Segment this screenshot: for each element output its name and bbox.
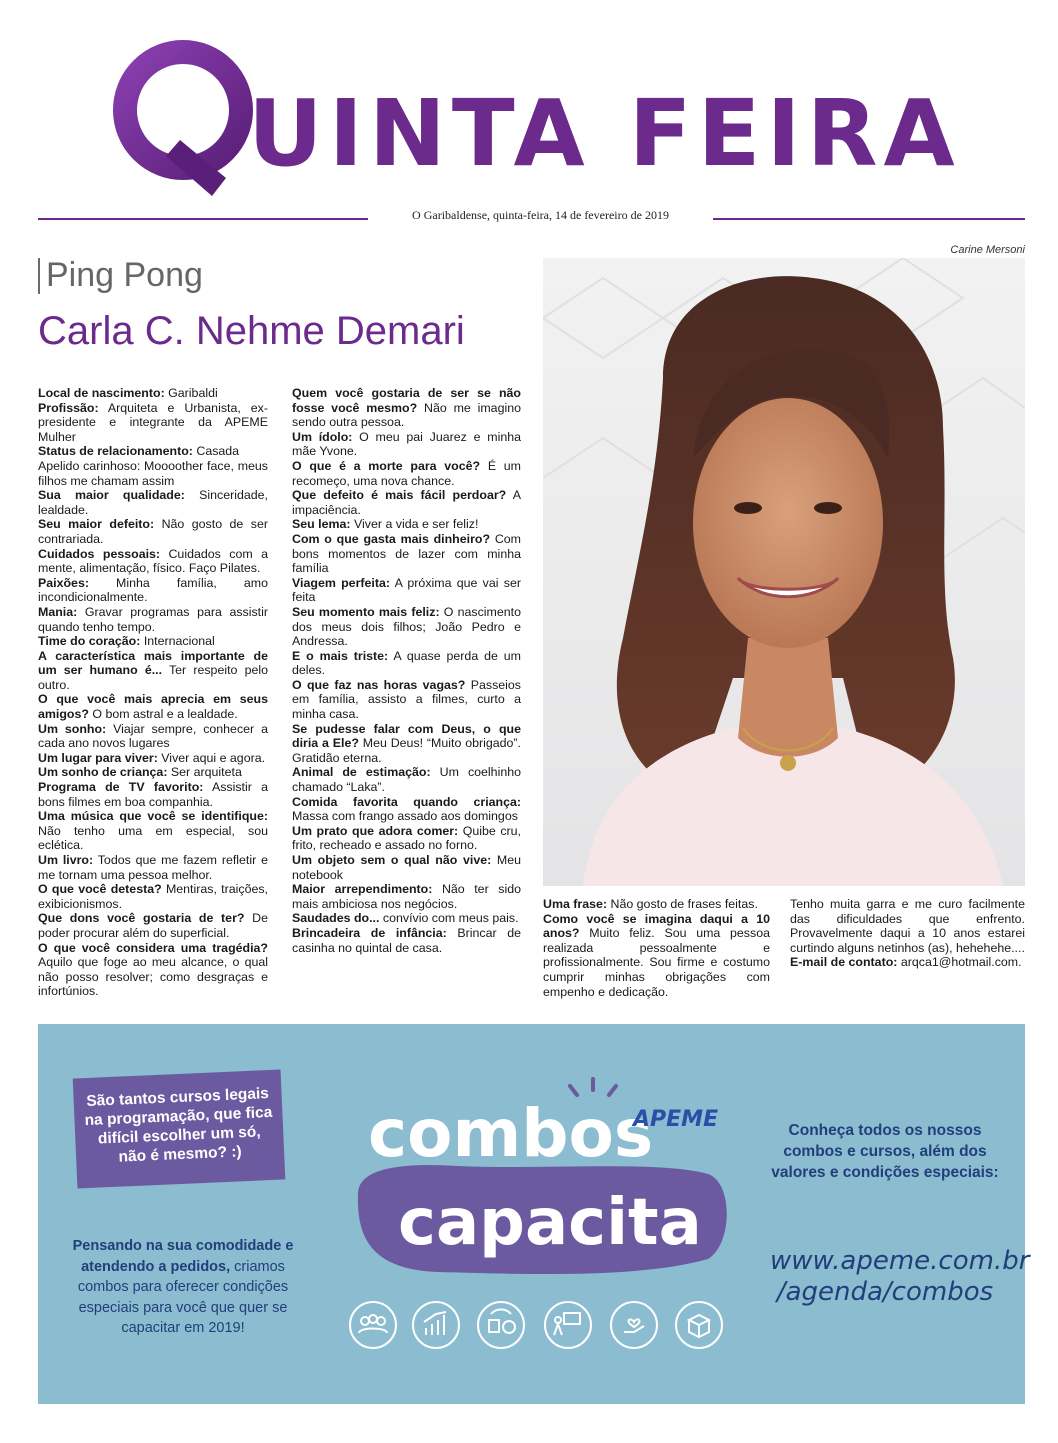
article-column-4 (790, 897, 1025, 970)
dateline: O Garibaldense, quinta-feira, 14 de fevereiro de 2019 (412, 208, 669, 222)
qa-item: Sua maior qualidade: Sinceridade, lealdade. (38, 488, 269, 517)
url-line-2[interactable]: /agenda/combos (776, 1277, 994, 1307)
qa-item: Um lugar para viver: Viver aqui e agora. (38, 750, 266, 765)
qa-item: O que você detesta? Mentiras, traições, exibicionismos. (38, 882, 268, 911)
hand-heart-icon (611, 1302, 657, 1348)
section-divider (38, 258, 40, 294)
logo-word-capacita: capacita (398, 1186, 702, 1260)
qa-item: Um objeto sem o qual não vive: Meu notebook (292, 853, 522, 882)
ad-url-link[interactable] (770, 1246, 1030, 1308)
article-column-3 (543, 897, 770, 999)
qa-item: Com o que gasta mais dinheiro? Com bons momentos de lazer com minha família (292, 531, 521, 576)
qa-item: Quem você gostaria de ser se não fosse você mesmo? Não me imagino sendo outra pessoa. (292, 386, 521, 430)
qa-item: Apelido carinhoso: Moooother face, meus filhos me chamam assim (38, 458, 268, 488)
qa-item: Que dons você gostaria de ter? De poder procurar além do superficial. (38, 911, 268, 940)
qa-item: Paixões: Minha família, amo incondicionalmente. (38, 575, 268, 605)
article-headline: Carla C. Nehme Demari (38, 309, 465, 353)
logo-word-combos: combos (368, 1095, 654, 1172)
qa-item-continued: Tenho muita garra e me curo facilmente das dificuldades que enfrento. Provavelmente daqui a 10 anos estarei curtindo alguns netinhos (as), hehehehe.... (790, 897, 1025, 955)
qa-item: A característica mais importante de um ser humano é... Ter respeito pelo outro. (38, 648, 268, 692)
section-label: Ping Pong (46, 256, 203, 294)
qa-item: Animal de estimação: Um coelhinho chamado “Laka”. (292, 765, 521, 795)
qa-item: Seu maior defeito: Não gosto de ser contrariada. (38, 517, 268, 546)
qa-item: Uma frase: Não gosto de frases feitas. (543, 897, 758, 911)
combos-capacita-logo[interactable] (338, 1074, 738, 1304)
photo-credit: Carine Mersoni (950, 244, 1025, 256)
ad-left-text: Pensando na sua comodidade e atendendo a pedidos, criamos combos para oferecer condições especiais para você que quer se capacitar em 2019! (72, 1238, 294, 1336)
qa-item: Que defeito é mais fácil perdoar? A impaciência. (292, 488, 521, 517)
qa-item: Seu momento mais feliz: O nascimento dos meus dois filhos; João Pedro e Andressa. (292, 604, 521, 649)
qa-item: Mania: Gravar programas para assistir quando tenho tempo. (38, 604, 268, 634)
url-line-1[interactable]: www.apeme.com.br (770, 1246, 1030, 1276)
qa-item: Um sonho de criança: Ser arquiteta (38, 765, 242, 780)
qa-item: Cuidados pessoais: Cuidados com a mente, alimentação, físico. Faço Pilates. (38, 546, 268, 576)
combos-capacita-ad (38, 1024, 1030, 1404)
lightbulb-icon (570, 1079, 616, 1095)
qa-item: E-mail de contato: arqca1@hotmail.com. (790, 955, 1022, 970)
qa-item: O que você mais aprecia em seus amigos? O bom astral e a lealdade. (38, 692, 268, 722)
qa-item: Uma música que você se identifique: Não tenho uma em especial, sou eclética. (38, 809, 268, 853)
qa-item: Local de nascimento: Garibaldi (38, 386, 218, 400)
ad-callout: São tantos cursos legais na programação, que fica difícil escolher um só, não é mesmo? :) (73, 1070, 286, 1189)
svg-text:Q: Q (182, 112, 184, 113)
qa-item: O que é a morte para você? É um recomeço, uma nova chance. (292, 458, 521, 488)
qa-item: Um livro: Todos que me fazem refletir e me tornam uma pessoa melhor. (38, 853, 268, 882)
masthead-rule-right (713, 218, 1025, 220)
qa-item: Comida favorita quando criança: Massa com frango assado aos domingos (292, 794, 521, 824)
qa-item: Um ídolo: O meu pai Juarez e minha mãe Yvone. (292, 429, 521, 459)
ad-icon-row (346, 1300, 726, 1350)
email-link[interactable]: arqca1@hotmail.com. (900, 955, 1022, 970)
article-column-2 (292, 386, 521, 955)
qa-item: Se pudesse falar com Deus, o que diria a Ele? Meu Deus! “Muito obrigado”. Gratidão eterna. (292, 721, 521, 765)
qa-item: Maior arrependimento: Não ter sido mais ambiciosa nos negócios. (292, 882, 521, 911)
qa-item: Programa de TV favorito: Assistir a bons filmes em boa companhia. (38, 780, 268, 809)
qa-item: Brincadeira de infância: Brincar de casinha no quintal de casa. (292, 925, 521, 955)
article-column-1 (38, 386, 268, 999)
masthead-q-logo (108, 28, 258, 203)
ad-right-text: Conheça todos os nossos combos e cursos, além dos valores e condições especiais: (771, 1122, 999, 1181)
qa-item: E o mais triste: A quase perda de um deles. (292, 648, 521, 678)
qa-item: Um prato que adora comer: Quibe cru, frito, recheado e assado no forno. (292, 823, 521, 853)
people-icon (350, 1302, 396, 1348)
masthead-rule-left (38, 218, 368, 220)
qa-item: Saudades do... convívio com meus pais. (292, 911, 519, 926)
apeme-brand-logo: APEME (633, 1107, 719, 1132)
qa-item: Viagem perfeita: A próxima que vai ser feita (292, 575, 521, 605)
qa-item: Time do coração: Internacional (38, 634, 215, 649)
masthead-title: UINTA FEIRA (248, 80, 961, 187)
qa-answer-split: Muito feliz. Sou uma pessoa realizada pessoalmente e profissionalmente. Sou firme e costumo cumprir minhas obrigações com empenho e dedicação. (543, 926, 770, 999)
qa-item: Profissão: Arquiteta e Urbanista, ex-presidente e integrante da APEME Mulher (38, 400, 268, 444)
masthead (0, 0, 1058, 240)
qa-item: Seu lema: Viver a vida e ser feliz! (292, 517, 479, 532)
qa-item: Status de relacionamento: Casada (38, 444, 240, 459)
qa-item: O que faz nas horas vagas? Passeios em família, assisto a filmes, curto a minha casa. (292, 677, 521, 722)
qa-item: Um sonho: Viajar sempre, conhecer a cada ano novos lugares (38, 721, 268, 751)
qa-item: Como você se imagina daqui a 10 anos? Muito feliz. Sou uma pessoa realizada pessoalmente e profissionalmente. Sou firme e costumo cumprir minhas obrigações com empenho e dedicação. (543, 911, 770, 999)
growth-chart-icon (413, 1302, 459, 1348)
qa-item: O que você considera uma tragédia? Aquilo que foge ao meu alcance, o qual não posso resolver; como desgraças e infortúnios. (38, 940, 268, 999)
portrait-photo (543, 258, 1025, 886)
